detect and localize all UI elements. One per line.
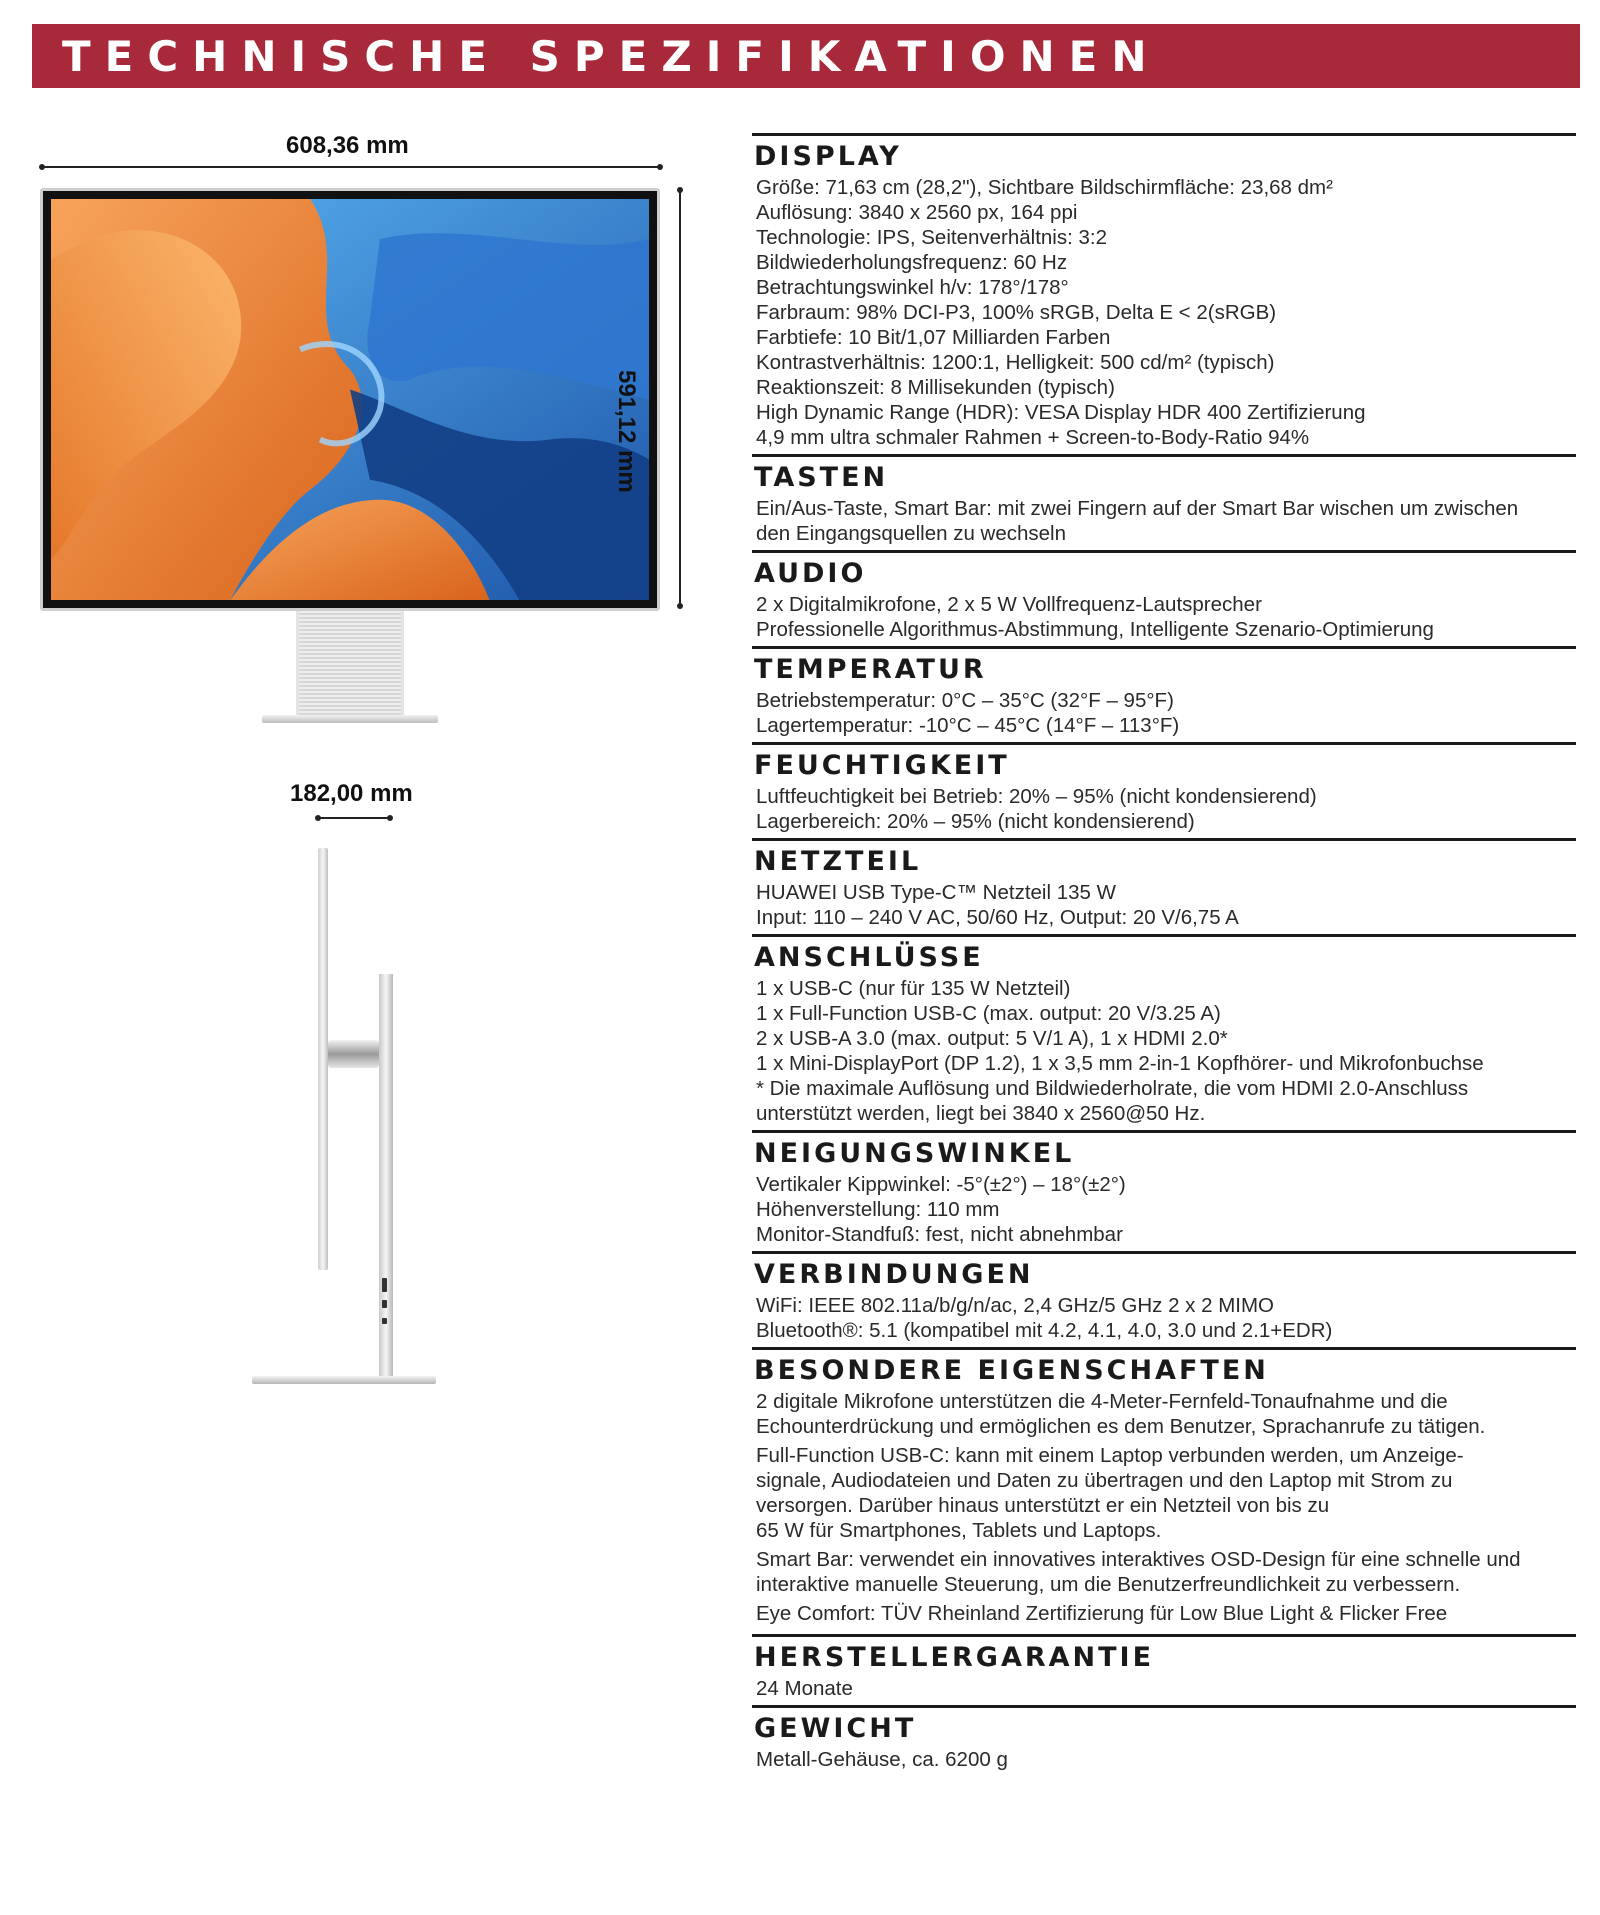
section-title: FEUCHTIGKEIT bbox=[754, 750, 1010, 781]
usb-port-icon bbox=[382, 1300, 387, 1308]
depth-dimension-end bbox=[387, 815, 393, 821]
spec-section-anschluesse bbox=[752, 934, 1576, 1130]
spec-line: Luftfeuchtigkeit bei Betrieb: 20% – 95% (nicht kondensierend) bbox=[756, 785, 1317, 808]
section-title: TEMPERATUR bbox=[754, 654, 987, 685]
spec-line: Vertikaler Kippwinkel: -5°(±2°) – 18°(±2°) bbox=[756, 1173, 1126, 1196]
section-title: DISPLAY bbox=[754, 141, 902, 172]
spec-line: Lagertemperatur: -10°C – 45°C (14°F – 113°F) bbox=[756, 714, 1180, 737]
spec-line: Betriebstemperatur: 0°C – 35°C (32°F – 95°F) bbox=[756, 689, 1174, 712]
spec-section-audio bbox=[752, 550, 1576, 646]
spec-line: signale, Audiodateien und Daten zu übertragen und den Laptop mit Strom zu bbox=[756, 1469, 1453, 1492]
spec-line: Professionelle Algorithmus-Abstimmung, Intelligente Szenario-Optimierung bbox=[756, 618, 1434, 641]
height-dimension-label: 591,12 mm bbox=[613, 370, 640, 493]
wallpaper-art bbox=[51, 199, 649, 600]
spec-line: HUAWEI USB Type-C™ Netzteil 135 W bbox=[756, 881, 1116, 904]
spec-line: WiFi: IEEE 802.11a/b/g/n/ac, 2,4 GHz/5 GHz 2 x 2 MIMO bbox=[756, 1294, 1275, 1317]
spec-line: Metall-Gehäuse, ca. 6200 g bbox=[756, 1748, 1008, 1771]
spec-line: Eye Comfort: TÜV Rheinland Zertifizierung für Low Blue Light & Flicker Free bbox=[756, 1602, 1448, 1625]
spec-line: Größe: 71,63 cm (28,2"), Sichtbare Bildschirmfläche: 23,68 dm² bbox=[756, 176, 1333, 199]
monitor-hinge-side bbox=[328, 1040, 379, 1068]
width-dimension-start bbox=[39, 164, 45, 170]
spec-line: Bildwiederholungsfrequenz: 60 Hz bbox=[756, 251, 1068, 274]
spec-line: * Die maximale Auflösung und Bildwiederholrate, die vom HDMI 2.0-Anschluss bbox=[756, 1077, 1469, 1100]
spec-line: Reaktionszeit: 8 Millisekunden (typisch) bbox=[756, 376, 1115, 399]
width-dimension-end bbox=[657, 164, 663, 170]
width-dimension-label: 608,36 mm bbox=[286, 132, 409, 159]
section-title: VERBINDUNGEN bbox=[754, 1259, 1034, 1290]
spec-line: 4,9 mm ultra schmaler Rahmen + Screen-to-Body-Ratio 94% bbox=[756, 426, 1310, 449]
spec-line: 1 x USB-C (nur für 135 W Netzteil) bbox=[756, 977, 1071, 1000]
spec-line: den Eingangsquellen zu wechseln bbox=[756, 522, 1067, 545]
section-title: ANSCHLÜSSE bbox=[754, 942, 984, 973]
width-dimension-line bbox=[42, 166, 660, 168]
page-title: TECHNISCHE SPEZIFIKATIONEN bbox=[62, 31, 1161, 81]
spec-line: 1 x Mini-DisplayPort (DP 1.2), 1 x 3,5 mm 2-in-1 Kopfhörer- und Mikrofonbuchse bbox=[756, 1052, 1484, 1075]
audio-port-icon bbox=[382, 1318, 387, 1324]
feature-paragraph bbox=[752, 1389, 1576, 1439]
height-dimension-start bbox=[677, 187, 683, 193]
spec-line: Ein/Aus-Taste, Smart Bar: mit zwei Fingern auf der Smart Bar wischen um zwischen bbox=[756, 497, 1519, 520]
spec-line: 2 digitale Mikrofone unterstützen die 4-Meter-Fernfeld-Tonaufnahme und die bbox=[756, 1390, 1448, 1413]
monitor-base-front bbox=[262, 715, 438, 723]
spec-section-neigungswinkel bbox=[752, 1130, 1576, 1251]
spec-section-verbindungen bbox=[752, 1251, 1576, 1347]
feature-paragraph bbox=[752, 1601, 1576, 1626]
spec-line: Lagerbereich: 20% – 95% (nicht kondensierend) bbox=[756, 810, 1195, 833]
spec-line: Auflösung: 3840 x 2560 px, 164 ppi bbox=[756, 201, 1078, 224]
spec-line: High Dynamic Range (HDR): VESA Display HDR 400 Zertifizierung bbox=[756, 401, 1366, 424]
monitor-stand-front bbox=[296, 611, 404, 715]
spec-section-besondere-eigenschaften bbox=[752, 1347, 1576, 1634]
depth-dimension-start bbox=[315, 815, 321, 821]
section-title: TASTEN bbox=[754, 462, 889, 493]
height-dimension-line bbox=[679, 190, 681, 606]
section-title: BESONDERE EIGENSCHAFTEN bbox=[754, 1355, 1269, 1386]
usb-port-icon bbox=[382, 1278, 387, 1292]
header-banner bbox=[32, 24, 1580, 88]
spec-line: 65 W für Smartphones, Tablets und Laptops. bbox=[756, 1519, 1162, 1542]
spec-list bbox=[752, 133, 1576, 1776]
spec-line: 2 x USB-A 3.0 (max. output: 5 V/1 A), 1 x HDMI 2.0* bbox=[756, 1027, 1228, 1050]
monitor-screen-wallpaper bbox=[51, 199, 649, 600]
monitor-front-view bbox=[40, 188, 660, 611]
spec-line: Monitor-Standfuß: fest, nicht abnehmbar bbox=[756, 1223, 1123, 1246]
spec-line: Technologie: IPS, Seitenverhältnis: 3:2 bbox=[756, 226, 1107, 249]
spec-line: Bluetooth®: 5.1 (kompatibel mit 4.2, 4.1, 4.0, 3.0 und 2.1+EDR) bbox=[756, 1319, 1333, 1342]
section-title: NEIGUNGSWINKEL bbox=[754, 1138, 1075, 1169]
spec-line: 1 x Full-Function USB-C (max. output: 20 V/3.25 A) bbox=[756, 1002, 1221, 1025]
spec-line: Full-Function USB-C: kann mit einem Laptop verbunden werden, um Anzeige- bbox=[756, 1444, 1464, 1467]
feature-paragraph bbox=[752, 1547, 1576, 1597]
spec-line: 2 x Digitalmikrofone, 2 x 5 W Vollfrequenz-Lautsprecher bbox=[756, 593, 1262, 616]
spec-line: Echounterdrückung und ermöglichen es dem Benutzer, Sprachanrufe zu tätigen. bbox=[756, 1415, 1486, 1438]
section-title: NETZTEIL bbox=[754, 846, 922, 877]
spec-line: Höhenverstellung: 110 mm bbox=[756, 1198, 1000, 1221]
spec-line: interaktive manuelle Steuerung, um die Benutzerfreundlichkeit zu verbessern. bbox=[756, 1573, 1461, 1596]
spec-line: Input: 110 – 240 V AC, 50/60 Hz, Output: 20 V/6,75 A bbox=[756, 906, 1239, 929]
spec-section-feuchtigkeit bbox=[752, 742, 1576, 838]
spec-section-tasten bbox=[752, 454, 1576, 550]
section-title: AUDIO bbox=[754, 558, 867, 589]
spec-line: versorgen. Darüber hinaus unterstützt er ein Netzteil von bis zu bbox=[756, 1494, 1330, 1517]
spec-section-herstellergarantie bbox=[752, 1634, 1576, 1705]
spec-section-gewicht bbox=[752, 1705, 1576, 1776]
section-title: HERSTELLERGARANTIE bbox=[754, 1642, 1155, 1673]
spec-line: Farbtiefe: 10 Bit/1,07 Milliarden Farben bbox=[756, 326, 1111, 349]
section-title: GEWICHT bbox=[754, 1713, 917, 1744]
height-dimension-end bbox=[677, 603, 683, 609]
spec-line: Betrachtungswinkel h/v: 178°/178° bbox=[756, 276, 1069, 299]
spec-line: Kontrastverhältnis: 1200:1, Helligkeit: 500 cd/m² (typisch) bbox=[756, 351, 1275, 374]
depth-dimension-label: 182,00 mm bbox=[290, 780, 413, 807]
depth-dimension-line bbox=[318, 817, 390, 819]
spec-line: Smart Bar: verwendet ein innovatives interaktives OSD-Design für eine schnelle und bbox=[756, 1548, 1521, 1571]
spec-line: 24 Monate bbox=[756, 1677, 853, 1700]
monitor-base-side bbox=[252, 1376, 436, 1384]
spec-line: Farbraum: 98% DCI-P3, 100% sRGB, Delta E < 2(sRGB) bbox=[756, 301, 1277, 324]
spec-line: unterstützt werden, liegt bei 3840 x 2560@50 Hz. bbox=[756, 1102, 1206, 1125]
monitor-panel-side-view bbox=[318, 848, 328, 1270]
feature-paragraph bbox=[752, 1443, 1576, 1543]
spec-section-netzteil bbox=[752, 838, 1576, 934]
spec-section-temperatur bbox=[752, 646, 1576, 742]
spec-section-display bbox=[752, 133, 1576, 454]
